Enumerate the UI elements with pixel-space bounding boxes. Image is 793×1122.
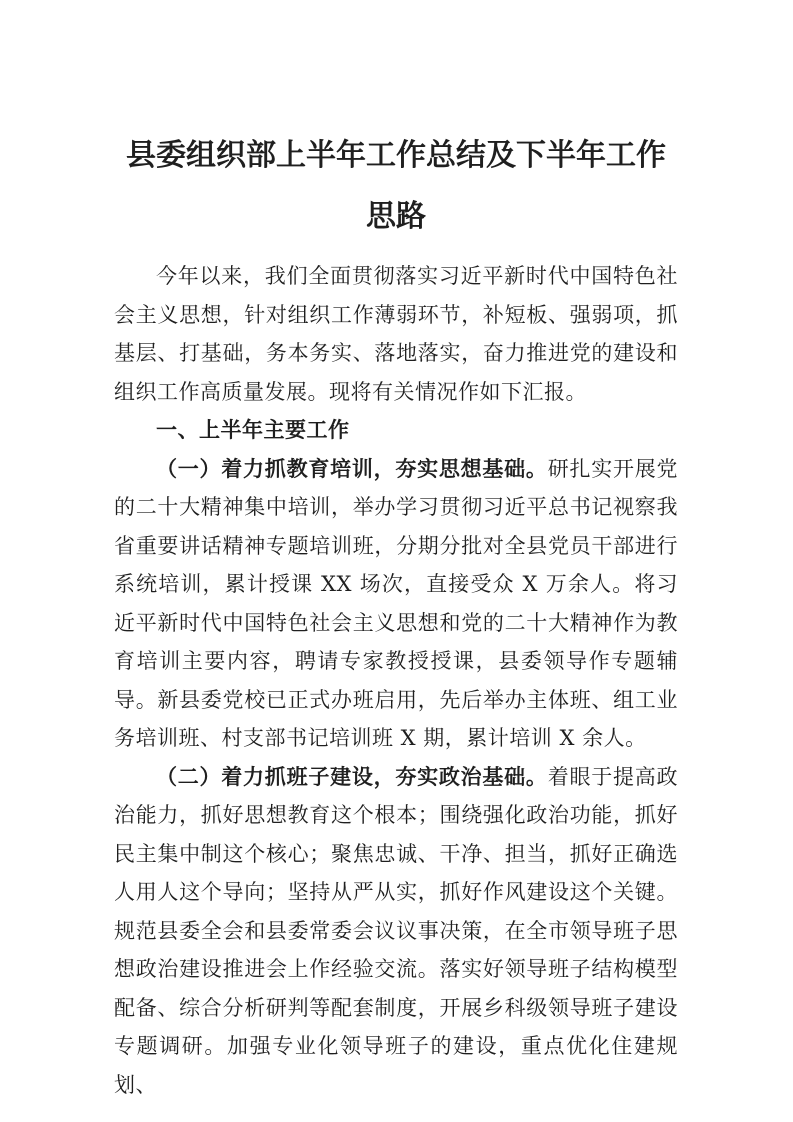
paragraph-2-lead: （二）着力抓班子建设，夯实政治基础。	[156, 763, 548, 789]
paragraph-1-lead: （一）着力抓教育培训，夯实思想基础。	[156, 455, 548, 481]
document-title	[114, 125, 678, 247]
document-title-line-1: 县委组织部上半年工作总结及下半年工作	[126, 138, 666, 173]
intro-paragraph: 今年以来，我们全面贯彻落实习近平新时代中国特色社会主义思想，针对组织工作薄弱环节，补短板、强弱项，抓基层、打基础，务本务实、落地落实，奋力推进党的建设和组织工作高质量发展。现将有关情况作如下汇报。	[114, 264, 678, 404]
section-1-paragraph-1	[114, 450, 678, 758]
section-1-paragraph-2	[114, 758, 678, 1105]
document-title-line-2: 思路	[366, 199, 426, 234]
paragraph-1-text: 研扎实开展党的二十大精神集中培训，举办学习贯彻习近平总书记视察我省重要讲话精神专题培训班，分期分批对全县党员干部进行系统培训，累计授课 XX 场次，直接受众 X 万余人。将习近平新时代中国特色社会主义思想和党的二十大精神作为教育培训主要内容，聘请专家教授授课，县委领导作专题辅导。新县委党校已正式办班启用，先后举办主体班、组工业务培训班、村支部书记培训班 X 期，累计培训 X 余人。	[114, 456, 679, 750]
paragraph-2-text: 着眼于提高政治能力，抓好思想教育这个根本；围绕强化政治功能，抓好民主集中制这个核心；聚焦忠诚、干净、担当，抓好正确选人用人这个导向；坚持从严从实，抓好作风建设这个关键。规范县委全会和县委常委会议议事决策，在全市领导班子思想政治建设推进会上作经验交流。落实好领导班子结构模型配备、综合分析研判等配套制度，开展乡科级领导班子建设专题调研。加强专业化领导班子的建设，重点优化住建规划、	[114, 764, 679, 1097]
section-1-heading: 一、上半年主要工作	[156, 418, 350, 442]
